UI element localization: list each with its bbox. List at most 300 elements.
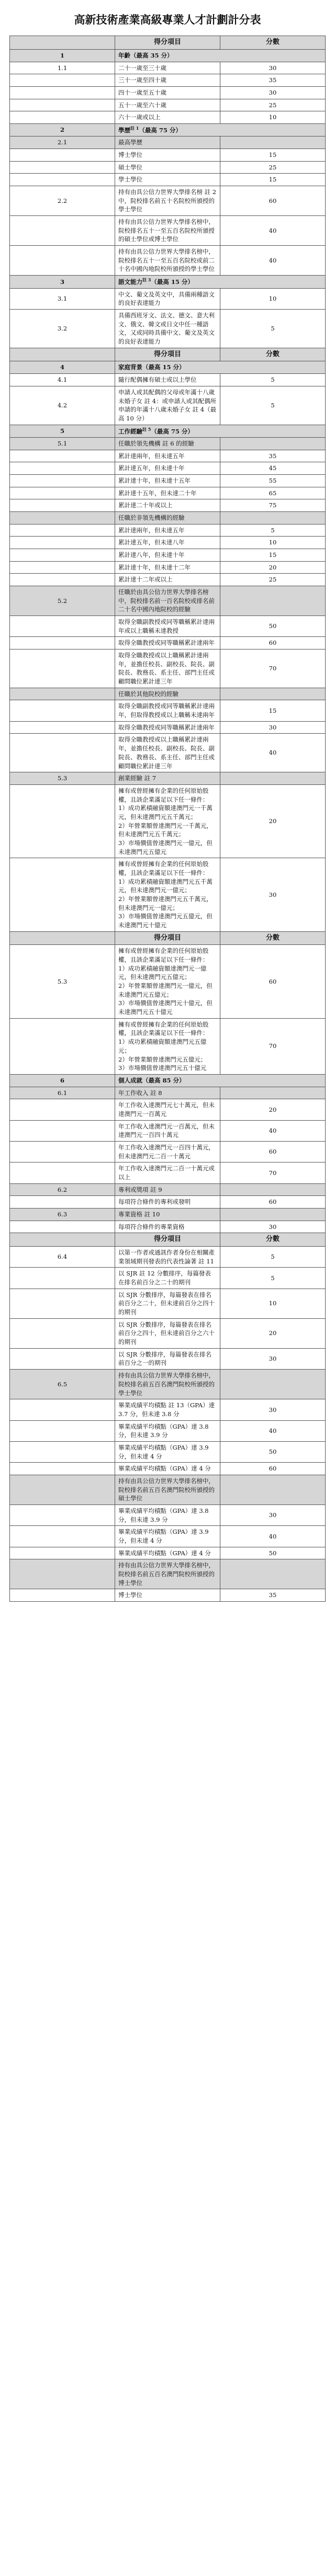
score-table-body (10, 36, 326, 1602)
item-number (10, 246, 115, 276)
section-number: 6 (10, 1074, 115, 1087)
item-label: 累計達二十年或以上 (115, 499, 220, 512)
item-score: 30 (220, 62, 326, 74)
table-row (10, 1018, 326, 1074)
table-row (10, 512, 326, 525)
item-label: 具備西班牙文、法文、德文、意大利文、俄文、韓文或日文中任一種語文，又或同時具備中文、葡文及英文的良好表達能力 (115, 309, 220, 348)
item-label: 畢業成績平均積點 註 13（GPA）達 3.7 分，但未達 3.8 分 (115, 1399, 220, 1420)
item-score: 20 (220, 1318, 326, 1348)
item-score: 50 (220, 1441, 326, 1462)
table-row (10, 216, 326, 246)
table-row (10, 1120, 326, 1141)
header-item-label: 得分項目 (115, 348, 220, 361)
table-row (10, 734, 326, 772)
item-number (10, 1559, 115, 1589)
item-number: 3.1 (10, 288, 115, 309)
subsection-label: 任職於其他院校的經驗 (115, 688, 220, 700)
item-number (10, 1141, 115, 1162)
table-row (10, 1441, 326, 1462)
section-number: 2 (10, 123, 115, 136)
table-row (10, 1559, 326, 1589)
section-row (10, 123, 326, 136)
table-row (10, 1141, 326, 1162)
item-label: 六十一歲或以上 (115, 111, 220, 124)
table-row (10, 1399, 326, 1420)
item-score (220, 772, 326, 785)
item-number (10, 99, 115, 111)
table-row (10, 149, 326, 162)
item-score: 15 (220, 149, 326, 162)
item-score: 50 (220, 1547, 326, 1559)
item-score: 25 (220, 574, 326, 586)
item-label: 畢業成績平均積點（GPA）達 4 分 (115, 1547, 220, 1559)
subsection-label: 持有由具公信力世界大學排名榜中，院校排名前五百名澳門院校所頒授的博士學位 (115, 1559, 220, 1589)
table-row (10, 386, 326, 425)
footnote-ref: 註 3 (142, 277, 151, 283)
item-label: 博士學位 (115, 149, 220, 162)
table-row (10, 1221, 326, 1233)
item-number (10, 174, 115, 186)
item-number (10, 74, 115, 87)
item-score: 30 (220, 1221, 326, 1233)
table-row (10, 549, 326, 562)
item-label: 年工作收入達澳門元七十萬元，但未達澳門元一百萬元 (115, 1099, 220, 1120)
item-score (220, 688, 326, 700)
table-row (10, 161, 326, 174)
section-number: 4 (10, 361, 115, 374)
item-score: 70 (220, 1018, 326, 1074)
item-score: 20 (220, 1099, 326, 1120)
header-score-label: 分數 (220, 36, 326, 50)
item-score: 70 (220, 649, 326, 688)
table-row (10, 462, 326, 475)
item-score: 40 (220, 1526, 326, 1547)
item-number (10, 1318, 115, 1348)
table-row (10, 1504, 326, 1525)
header-score-label: 分數 (220, 348, 326, 361)
table-row (10, 649, 326, 688)
item-label: 擁有或曾經擁有企業的任何原始股權，且該企業滿足以下任一條件： 1）成功累積融資額達澳門元一千萬元，但未達澳門元五千萬元； 2）年營業額曾達澳門元一千萬元，但未達澳門元五千萬元； 3）市場價值曾達澳門元一億元，但未達澳門元五億元 (115, 784, 220, 858)
item-score (220, 1370, 326, 1399)
item-label: 持有由具公信力世界大學排名榜中，院校排名五十一至五百名院校或前二十名中國內地院校所頒授的學士學位 (115, 246, 220, 276)
item-label: 取得全職教授或以上職稱累計達兩年，並擔任校長、副校長、院長、副院長、教務長、系主任、部門主任或顧問職位累計達三年 (115, 649, 220, 688)
item-score: 5 (220, 386, 326, 425)
table-row (10, 86, 326, 99)
subsection-label: 專利或獎項 註 9 (115, 1183, 220, 1196)
item-score: 10 (220, 537, 326, 549)
item-score: 65 (220, 487, 326, 499)
item-number (10, 450, 115, 462)
footnote-ref: 註 1 (130, 125, 139, 131)
item-number (10, 1547, 115, 1559)
item-number: 6.5 (10, 1370, 115, 1399)
item-number (10, 784, 115, 858)
item-number (10, 858, 115, 931)
item-number (10, 1441, 115, 1462)
table-row (10, 1318, 326, 1348)
item-score: 5 (220, 524, 326, 537)
header-item-label: 得分項目 (115, 36, 220, 50)
item-number: 4.2 (10, 386, 115, 425)
item-label: 累計達兩年，但未達五年 (115, 450, 220, 462)
item-score: 75 (220, 499, 326, 512)
item-number (10, 537, 115, 549)
table-row (10, 1463, 326, 1475)
table-row (10, 62, 326, 74)
item-number (10, 721, 115, 734)
table-row (10, 700, 326, 721)
table-row (10, 1547, 326, 1559)
table-row (10, 945, 326, 1018)
table-row (10, 574, 326, 586)
item-number (10, 111, 115, 124)
table-row (10, 1087, 326, 1099)
item-score: 35 (220, 450, 326, 462)
section-number: 3 (10, 276, 115, 289)
table-row (10, 524, 326, 537)
item-label: 累計達兩年，但未達五年 (115, 524, 220, 537)
table-row (10, 1526, 326, 1547)
item-label: 畢業成績平均積點（GPA）達 3.9 分，但未達 4 分 (115, 1526, 220, 1547)
item-number (10, 1420, 115, 1441)
item-score: 15 (220, 549, 326, 562)
item-score: 5 (220, 309, 326, 348)
item-label: 畢業成績平均積點（GPA）達 3.9 分，但未達 4 分 (115, 1441, 220, 1462)
table-row (10, 721, 326, 734)
item-number (10, 1268, 115, 1289)
item-label: 年工作收入達澳門元一百萬元，但未達澳門元一百四十萬元 (115, 1120, 220, 1141)
header-score-label: 分數 (220, 1233, 326, 1247)
item-label: 每項符合條件的專業資格 (115, 1221, 220, 1233)
item-number (10, 499, 115, 512)
table-row (10, 1099, 326, 1120)
item-score: 55 (220, 475, 326, 487)
item-score: 70 (220, 1162, 326, 1183)
section-row (10, 276, 326, 289)
item-score (220, 1208, 326, 1221)
item-score: 20 (220, 784, 326, 858)
item-label: 以 SJR 註 12 分數排序，每篇發表在排名前百分之二十的期刊 (115, 1268, 220, 1289)
table-row (10, 1420, 326, 1441)
item-score: 15 (220, 174, 326, 186)
item-number (10, 1475, 115, 1504)
item-number (10, 574, 115, 586)
item-label: 二十一歲至三十歲 (115, 62, 220, 74)
item-number (10, 637, 115, 649)
item-label: 取得全職副教授或同等職稱累計達兩年，但取得教授或以上職稱未達兩年 (115, 700, 220, 721)
table-row (10, 561, 326, 574)
item-score (220, 1475, 326, 1504)
item-label: 學士學位 (115, 174, 220, 186)
item-number (10, 462, 115, 475)
item-label: 畢業成績平均積點（GPA）達 4 分 (115, 1463, 220, 1475)
header-num-cell (10, 348, 115, 361)
footnote-ref: 註 5 (142, 426, 151, 432)
section-title: 學歷$^{註 1}$（最高 75 分） (115, 123, 326, 136)
table-row (10, 99, 326, 111)
table-row (10, 475, 326, 487)
subsection-label: 年工作收入 註 8 (115, 1087, 220, 1099)
table-row (10, 174, 326, 186)
table-row (10, 438, 326, 450)
item-score: 45 (220, 462, 326, 475)
item-score: 40 (220, 1420, 326, 1441)
table-row (10, 586, 326, 616)
item-score: 60 (220, 637, 326, 649)
item-score: 60 (220, 1196, 326, 1209)
item-score: 60 (220, 186, 326, 216)
item-number (10, 149, 115, 162)
section-number: 1 (10, 49, 115, 62)
page (9, 0, 326, 1602)
item-number (10, 161, 115, 174)
item-label: 每項符合條件的專利或發明 (115, 1196, 220, 1209)
item-number (10, 1463, 115, 1475)
item-label: 擁有或曾經擁有企業的任何原始股權，且該企業滿足以下任一條件： 1）成功累積融資額達澳門元一億元，但未達澳門元五億元； 2）年營業額曾達澳門元一億元，但未達澳門元五億元； 3）市場價值曾達澳門元十億元，但未達澳門元五十億元 (115, 945, 220, 1018)
item-score (220, 512, 326, 525)
table-row (10, 1370, 326, 1399)
item-number (10, 1399, 115, 1420)
item-label: 四十一歲至五十歲 (115, 86, 220, 99)
item-label: 累計達十二年或以上 (115, 574, 220, 586)
item-label: 取得全職教授或以上職稱累計達兩年，並擔任校長、副校長、院長、副院長、教務長、系主任、部門主任或顧問職位累計達三年 (115, 734, 220, 772)
item-label: 五十一歲至六十歲 (115, 99, 220, 111)
item-label: 申請人或其配偶的父母或年滿十八歲未婚子女 註 4：或申請人或其配偶所申請的年滿十八歲未婚子女 註 4（最高 10 分） (115, 386, 220, 425)
page-title: 高新技術產業高級專業人才計劃計分表 (74, 13, 261, 26)
item-score: 60 (220, 945, 326, 1018)
item-label: 以第一作者或通訊作者身份在相關產業領域期刊發表的代表性論著 註 11 (115, 1247, 220, 1268)
item-score (220, 586, 326, 616)
item-number (10, 649, 115, 688)
item-score: 10 (220, 1289, 326, 1318)
item-label: 碩士學位 (115, 161, 220, 174)
item-number: 2.1 (10, 136, 115, 149)
item-number: 5.1 (10, 438, 115, 450)
header-item-label: 得分項目 (115, 1233, 220, 1247)
item-score: 5 (220, 374, 326, 386)
score-table (9, 36, 326, 1602)
item-score: 25 (220, 99, 326, 111)
section-title: 年齡（最高 35 分） (115, 49, 326, 62)
table-row (10, 186, 326, 216)
table-row (10, 1268, 326, 1289)
item-label: 年工作收入達澳門元二百一十萬元或以上 (115, 1162, 220, 1183)
item-number: 5.3 (10, 772, 115, 785)
item-number (10, 561, 115, 574)
item-label: 隨行配偶擁有碩士或以上學位 (115, 374, 220, 386)
item-number (10, 1289, 115, 1318)
item-score: 5 (220, 1268, 326, 1289)
item-score: 30 (220, 858, 326, 931)
header-num-cell (10, 1233, 115, 1247)
table-row (10, 111, 326, 124)
item-score (220, 438, 326, 450)
section-title: 個人成就（最高 85 分） (115, 1074, 326, 1087)
item-score (220, 1559, 326, 1589)
item-number (10, 1526, 115, 1547)
item-number (10, 524, 115, 537)
table-row (10, 772, 326, 785)
table-row (10, 1162, 326, 1183)
table-row (10, 1589, 326, 1602)
item-label: 畢業成績平均積點（GPA）達 3.8 分，但未達 3.9 分 (115, 1420, 220, 1441)
table-row (10, 288, 326, 309)
item-label: 三十一歲至四十歲 (115, 74, 220, 87)
item-score (220, 136, 326, 149)
subsection-label: 任職於領先機構 註 6 的經驗 (115, 438, 220, 450)
table-row (10, 688, 326, 700)
item-number: 6.1 (10, 1087, 115, 1099)
header-num-cell (10, 931, 115, 945)
item-score: 30 (220, 86, 326, 99)
table-row (10, 1475, 326, 1504)
item-number (10, 1221, 115, 1233)
table-header-row (10, 1233, 326, 1247)
item-score: 40 (220, 1120, 326, 1141)
table-row (10, 136, 326, 149)
item-label: 擁有或曾經擁有企業的任何原始股權，且該企業滿足以下任一條件： 1）成功累積融資額達澳門元五千萬元，但未達澳門元一億元； 2）年營業額曾達澳門元五千萬元，但未達澳門元一億元； 3）市場價值曾達澳門元五億元，但未達澳門元十億元 (115, 858, 220, 931)
item-number: 2.2 (10, 186, 115, 216)
header-num-cell (10, 36, 115, 50)
item-label: 累計達八年，但未達十年 (115, 549, 220, 562)
item-score: 10 (220, 288, 326, 309)
table-row (10, 499, 326, 512)
table-row (10, 1208, 326, 1221)
table-row (10, 309, 326, 348)
subsection-label: 任職於非領先機構的經驗 (115, 512, 220, 525)
table-header-row (10, 36, 326, 50)
item-score: 5 (220, 1247, 326, 1268)
item-number: 1.1 (10, 62, 115, 74)
item-number (10, 475, 115, 487)
item-label: 年工作收入達澳門元一百四十萬元，但未達澳門元二百一十萬元 (115, 1141, 220, 1162)
item-label: 持有由具公信力世界大學排名榜中，院校排名五十一至五百名院校所頒授的碩士學位或博士學位 (115, 216, 220, 246)
item-score: 40 (220, 246, 326, 276)
item-label: 擁有或曾經擁有企業的任何原始股權，且該企業滿足以下任一條件： 1）成功累積融資額達澳門元五億元； 2）年營業額曾達澳門元五億元； 3）市場價值曾達澳門元五十億元 (115, 1018, 220, 1074)
item-number (10, 1099, 115, 1120)
item-number: 5.3 (10, 945, 115, 1018)
table-row (10, 1247, 326, 1268)
subsection-label: 任職於由具公信力世界大學排名榜中，院校排名前一百名院校或排名前二十名中國內地院校的經驗 (115, 586, 220, 616)
item-score (220, 1087, 326, 1099)
item-score: 60 (220, 1141, 326, 1162)
item-label: 取得全職副教授或同等職稱累計達兩年或以上職稱未達教授 (115, 616, 220, 637)
subsection-label: 持有由具公信力世界大學排名榜中，院校排名前五百名澳門院校所頒授的碩士學位 (115, 1475, 220, 1504)
item-number (10, 1018, 115, 1074)
table-row (10, 537, 326, 549)
item-label: 以 SJR 分數排序，每篇發表在排名前百分之四十，但未達前百分之六十的期刊 (115, 1318, 220, 1348)
item-label: 累計達十年，但未達十五年 (115, 475, 220, 487)
item-score: 60 (220, 1463, 326, 1475)
table-row (10, 637, 326, 649)
item-label: 持有由具公信力世界大學排名榜 註 2 中，院校排名前五十名院校所頒授的學士學位 (115, 186, 220, 216)
section-row (10, 1074, 326, 1087)
table-row (10, 784, 326, 858)
table-row (10, 858, 326, 931)
item-label: 中文、葡文及英文中，具備兩種語文的良好表達能力 (115, 288, 220, 309)
item-number: 6.4 (10, 1247, 115, 1268)
table-header-row (10, 931, 326, 945)
item-score: 15 (220, 700, 326, 721)
item-number (10, 734, 115, 772)
table-row (10, 1348, 326, 1369)
item-number (10, 1589, 115, 1602)
item-number (10, 700, 115, 721)
table-row (10, 487, 326, 499)
table-header-row (10, 348, 326, 361)
item-number (10, 1504, 115, 1525)
table-row (10, 74, 326, 87)
header-item-label: 得分項目 (115, 931, 220, 945)
item-score: 30 (220, 1399, 326, 1420)
subsection-label: 專業資格 註 10 (115, 1208, 220, 1221)
subsection-label: 創業經驗 註 7 (115, 772, 220, 785)
item-number (10, 1196, 115, 1209)
item-score (220, 1183, 326, 1196)
item-number: 4.1 (10, 374, 115, 386)
item-number (10, 616, 115, 637)
section-title: 家庭背景（最高 15 分） (115, 361, 326, 374)
item-label: 累計達五年，但未達八年 (115, 537, 220, 549)
header-score-label: 分數 (220, 931, 326, 945)
item-label: 取得全職教授或同等職稱累計達兩年 (115, 637, 220, 649)
item-score: 25 (220, 161, 326, 174)
item-score: 20 (220, 561, 326, 574)
item-number: 6.2 (10, 1183, 115, 1196)
table-row (10, 246, 326, 276)
table-row (10, 1196, 326, 1209)
item-score: 10 (220, 111, 326, 124)
item-label: 累計達十五年，但未達二十年 (115, 487, 220, 499)
item-score: 30 (220, 1504, 326, 1525)
item-number (10, 1348, 115, 1369)
item-score: 35 (220, 1589, 326, 1602)
table-row (10, 1183, 326, 1196)
item-score: 40 (220, 216, 326, 246)
subsection-label: 持有由具公信力世界大學排名榜中，院校排名前五百名澳門院校所頒授的學士學位 (115, 1370, 220, 1399)
item-label: 以 SJR 分數排序，每篇發表在排名前百分之二十，但未達前百分之四十的期刊 (115, 1289, 220, 1318)
section-title: 工作經驗$^{註 5}$（最高 75 分） (115, 425, 326, 438)
item-label: 以 SJR 分數排序，每篇發表在排名前百分之一的期刊 (115, 1348, 220, 1369)
item-number (10, 688, 115, 700)
item-number: 6.3 (10, 1208, 115, 1221)
table-row (10, 1289, 326, 1318)
item-number: 5.2 (10, 586, 115, 616)
item-label: 博士學位 (115, 1589, 220, 1602)
item-score: 30 (220, 1348, 326, 1369)
item-label: 累計達五年，但未達十年 (115, 462, 220, 475)
item-number (10, 1120, 115, 1141)
item-score: 50 (220, 616, 326, 637)
table-row (10, 616, 326, 637)
section-row (10, 49, 326, 62)
item-number (10, 1162, 115, 1183)
section-number: 5 (10, 425, 115, 438)
item-score: 35 (220, 74, 326, 87)
item-number (10, 216, 115, 246)
item-number: 3.2 (10, 309, 115, 348)
item-number (10, 512, 115, 525)
section-title: 語文能力$^{註 3}$（最高 15 分） (115, 276, 326, 289)
subsection-label: 最高學歷 (115, 136, 220, 149)
item-score: 30 (220, 721, 326, 734)
item-number (10, 487, 115, 499)
section-row (10, 425, 326, 438)
item-number (10, 549, 115, 562)
item-label: 畢業成績平均積點（GPA）達 3.8 分，但未達 3.9 分 (115, 1504, 220, 1525)
table-row (10, 374, 326, 386)
item-label: 累計達十年，但未達十二年 (115, 561, 220, 574)
